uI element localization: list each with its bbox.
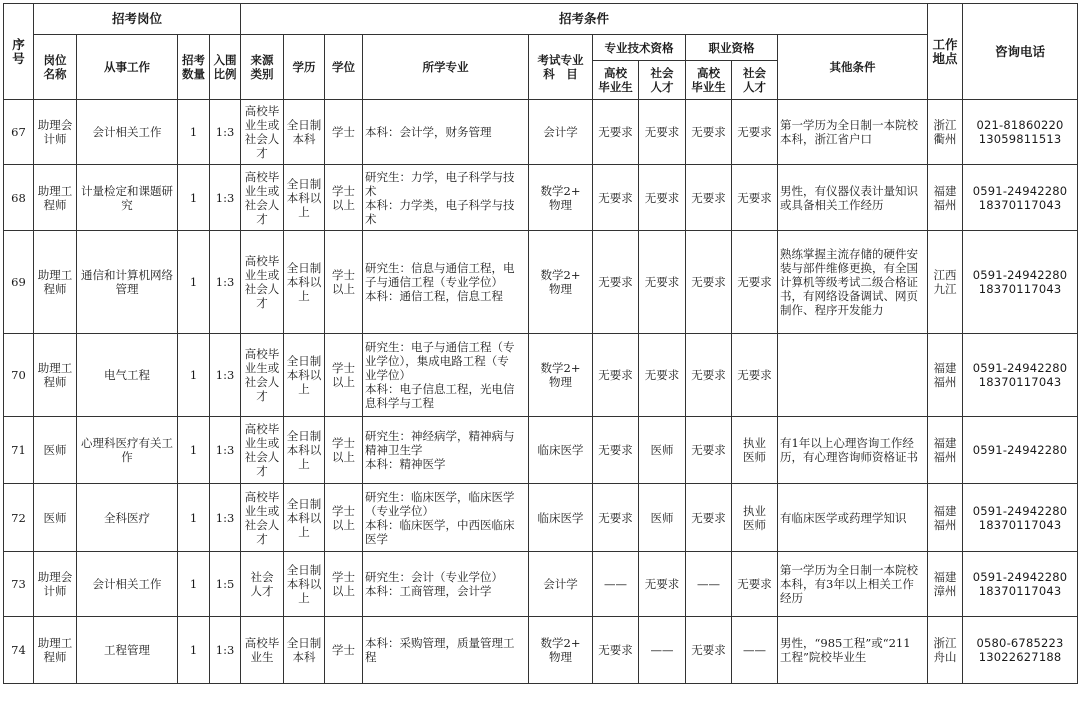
cell-location: 浙江 舟山 <box>928 617 963 684</box>
cell-phone: 021-81860220 13059811513 <box>963 100 1078 165</box>
cell-seq: 71 <box>4 417 34 484</box>
cell-tech-grad: 无要求 <box>593 484 639 552</box>
cell-other: 第一学历为全日制一本院校 本科，浙江省户口 <box>778 100 928 165</box>
cell-work: 工程管理 <box>77 617 178 684</box>
cell-prof-social: 执业 医师 <box>732 417 778 484</box>
header-group-conditions: 招考条件 <box>241 4 928 35</box>
cell-phone: 0591-24942280 18370117043 <box>963 334 1078 417</box>
cell-count: 1 <box>178 552 210 617</box>
cell-tech-grad: 无要求 <box>593 100 639 165</box>
header-tech-grad: 高校 毕业生 <box>593 61 639 100</box>
cell-source: 高校毕 业生或 社会人 才 <box>241 165 284 231</box>
cell-count: 1 <box>178 100 210 165</box>
cell-exam-subject: 会计学 <box>529 100 593 165</box>
header-phone: 咨询电话 <box>963 4 1078 100</box>
cell-location: 浙江 衢州 <box>928 100 963 165</box>
cell-seq: 73 <box>4 552 34 617</box>
cell-work: 心理科医疗有关工 作 <box>77 417 178 484</box>
cell-position-name: 助理工 程师 <box>34 165 77 231</box>
cell-other: 有临床医学或药理学知识 <box>778 484 928 552</box>
cell-major: 本科：采购管理，质量管理工 程 <box>363 617 529 684</box>
cell-location: 福建 福州 <box>928 165 963 231</box>
cell-prof-grad: 无要求 <box>686 100 732 165</box>
header-qual-prof: 职业资格 <box>686 35 778 61</box>
cell-phone: 0591-24942280 18370117043 <box>963 484 1078 552</box>
cell-major: 研究生：临床医学，临床医学 （专业学位） 本科：临床医学，中西医临床 医学 <box>363 484 529 552</box>
cell-location: 江西 九江 <box>928 231 963 334</box>
cell-count: 1 <box>178 617 210 684</box>
cell-prof-social: 无要求 <box>732 334 778 417</box>
cell-major: 研究生：信息与通信工程，电 子与通信工程（专业学位） 本科：通信工程，信息工程 <box>363 231 529 334</box>
cell-tech-social: —— <box>639 617 686 684</box>
cell-prof-grad: 无要求 <box>686 617 732 684</box>
cell-ratio: 1:3 <box>210 231 241 334</box>
cell-seq: 67 <box>4 100 34 165</box>
header-prof-grad: 高校 毕业生 <box>686 61 732 100</box>
header-position-name: 岗位 名称 <box>34 35 77 100</box>
cell-education: 全日制 本科以 上 <box>284 165 325 231</box>
cell-source: 社会 人才 <box>241 552 284 617</box>
cell-education: 全日制 本科以 上 <box>284 417 325 484</box>
cell-phone: 0591-24942280 18370117043 <box>963 165 1078 231</box>
cell-tech-social: 医师 <box>639 484 686 552</box>
cell-location: 福建 福州 <box>928 484 963 552</box>
cell-prof-grad: 无要求 <box>686 231 732 334</box>
cell-tech-social: 无要求 <box>639 100 686 165</box>
table-row <box>4 484 1078 552</box>
cell-ratio: 1:3 <box>210 334 241 417</box>
cell-count: 1 <box>178 334 210 417</box>
cell-degree: 学士 以上 <box>325 417 363 484</box>
cell-source: 高校毕 业生或 社会人 才 <box>241 484 284 552</box>
cell-tech-grad: 无要求 <box>593 334 639 417</box>
cell-ratio: 1:3 <box>210 165 241 231</box>
cell-education: 全日制 本科以 上 <box>284 231 325 334</box>
cell-prof-grad: —— <box>686 552 732 617</box>
cell-work: 电气工程 <box>77 334 178 417</box>
cell-seq: 74 <box>4 617 34 684</box>
cell-phone: 0591-24942280 18370117043 <box>963 231 1078 334</box>
cell-degree: 学士 以上 <box>325 165 363 231</box>
cell-degree: 学士 <box>325 617 363 684</box>
cell-source: 高校毕 业生或 社会人 才 <box>241 334 284 417</box>
table-row <box>4 334 1078 417</box>
table-row <box>4 617 1078 684</box>
table-row <box>4 231 1078 334</box>
cell-exam-subject: 临床医学 <box>529 484 593 552</box>
cell-seq: 72 <box>4 484 34 552</box>
header-work-location: 工作 地点 <box>928 4 963 100</box>
cell-degree: 学士 以上 <box>325 334 363 417</box>
cell-seq: 69 <box>4 231 34 334</box>
cell-tech-social: 无要求 <box>639 552 686 617</box>
cell-work: 会计相关工作 <box>77 100 178 165</box>
cell-exam-subject: 临床医学 <box>529 417 593 484</box>
cell-prof-grad: 无要求 <box>686 417 732 484</box>
cell-degree: 学士 <box>325 100 363 165</box>
header-qual-tech: 专业技术资格 <box>593 35 686 61</box>
cell-major: 研究生：会计（专业学位） 本科：工商管理，会计学 <box>363 552 529 617</box>
header-tech-social: 社会 人才 <box>639 61 686 100</box>
cell-location: 福建 福州 <box>928 417 963 484</box>
cell-seq: 68 <box>4 165 34 231</box>
cell-ratio: 1:3 <box>210 617 241 684</box>
cell-exam-subject: 会计学 <box>529 552 593 617</box>
header-major: 所学专业 <box>363 35 529 100</box>
cell-phone: 0591-24942280 <box>963 417 1078 484</box>
header-seq: 序 号 <box>4 4 34 100</box>
cell-major: 研究生：力学，电子科学与技 术 本科：力学类，电子科学与技 术 <box>363 165 529 231</box>
cell-tech-grad: 无要求 <box>593 617 639 684</box>
table-row <box>4 100 1078 165</box>
table-row <box>4 165 1078 231</box>
header-degree: 学位 <box>325 35 363 100</box>
cell-position-name: 助理工 程师 <box>34 617 77 684</box>
cell-exam-subject: 数学2+ 物理 <box>529 617 593 684</box>
header-other: 其他条件 <box>778 35 928 100</box>
cell-other: 熟练掌握主流存储的硬件安 装与部件维修更换，有全国 计算机等级考试二级合格证 书，有网络设备调试、网页 制作、程序开发能力 <box>778 231 928 334</box>
cell-source: 高校毕 业生或 社会人 才 <box>241 231 284 334</box>
cell-degree: 学士 以上 <box>325 484 363 552</box>
cell-ratio: 1:5 <box>210 552 241 617</box>
cell-tech-social: 无要求 <box>639 231 686 334</box>
cell-education: 全日制 本科以 上 <box>284 552 325 617</box>
cell-education: 全日制 本科以 上 <box>284 334 325 417</box>
cell-count: 1 <box>178 231 210 334</box>
cell-prof-grad: 无要求 <box>686 165 732 231</box>
cell-major: 研究生：电子与通信工程（专 业学位），集成电路工程（专 业学位） 本科：电子信息工程，光电信 息科学与工程 <box>363 334 529 417</box>
cell-other: 男性，“985工程”或“211 工程”院校毕业生 <box>778 617 928 684</box>
cell-count: 1 <box>178 417 210 484</box>
cell-ratio: 1:3 <box>210 417 241 484</box>
cell-location: 福建 福州 <box>928 334 963 417</box>
cell-prof-social: 无要求 <box>732 231 778 334</box>
table-row <box>4 417 1078 484</box>
cell-tech-grad: 无要求 <box>593 165 639 231</box>
cell-tech-grad: 无要求 <box>593 417 639 484</box>
cell-other: 男性，有仪器仪表计量知识 或具备相关工作经历 <box>778 165 928 231</box>
header-exam-subject: 考试专业 科 目 <box>529 35 593 100</box>
header-education: 学历 <box>284 35 325 100</box>
cell-exam-subject: 数学2+ 物理 <box>529 334 593 417</box>
cell-education: 全日制 本科 <box>284 617 325 684</box>
recruitment-table <box>3 3 1078 684</box>
cell-seq: 70 <box>4 334 34 417</box>
cell-other <box>778 334 928 417</box>
cell-education: 全日制 本科 <box>284 100 325 165</box>
cell-work: 通信和计算机网络 管理 <box>77 231 178 334</box>
cell-prof-social: 无要求 <box>732 100 778 165</box>
cell-prof-grad: 无要求 <box>686 484 732 552</box>
cell-ratio: 1:3 <box>210 100 241 165</box>
header-group-position: 招考岗位 <box>34 4 241 35</box>
cell-tech-social: 医师 <box>639 417 686 484</box>
cell-position-name: 助理会 计师 <box>34 100 77 165</box>
header-prof-social: 社会 人才 <box>732 61 778 100</box>
cell-major: 研究生：神经病学，精神病与 精神卫生学 本科：精神医学 <box>363 417 529 484</box>
cell-degree: 学士 以上 <box>325 552 363 617</box>
cell-tech-social: 无要求 <box>639 165 686 231</box>
header-ratio: 入围 比例 <box>210 35 241 100</box>
cell-prof-social: 执业 医师 <box>732 484 778 552</box>
cell-degree: 学士 以上 <box>325 231 363 334</box>
cell-source: 高校毕 业生或 社会人 才 <box>241 417 284 484</box>
cell-prof-social: 无要求 <box>732 552 778 617</box>
cell-source: 高校毕 业生或 社会人 才 <box>241 100 284 165</box>
cell-prof-social: —— <box>732 617 778 684</box>
header-work: 从事工作 <box>77 35 178 100</box>
header-source: 来源 类别 <box>241 35 284 100</box>
cell-other: 有1年以上心理咨询工作经 历，有心理咨询师资格证书 <box>778 417 928 484</box>
cell-position-name: 医师 <box>34 417 77 484</box>
cell-tech-grad: —— <box>593 552 639 617</box>
cell-location: 福建 漳州 <box>928 552 963 617</box>
cell-position-name: 医师 <box>34 484 77 552</box>
cell-count: 1 <box>178 165 210 231</box>
cell-other: 第一学历为全日制一本院校 本科，有3年以上相关工作 经历 <box>778 552 928 617</box>
cell-tech-grad: 无要求 <box>593 231 639 334</box>
cell-ratio: 1:3 <box>210 484 241 552</box>
cell-position-name: 助理会 计师 <box>34 552 77 617</box>
cell-education: 全日制 本科以 上 <box>284 484 325 552</box>
cell-exam-subject: 数学2+ 物理 <box>529 165 593 231</box>
cell-position-name: 助理工 程师 <box>34 334 77 417</box>
cell-prof-grad: 无要求 <box>686 334 732 417</box>
cell-count: 1 <box>178 484 210 552</box>
cell-prof-social: 无要求 <box>732 165 778 231</box>
cell-work: 全科医疗 <box>77 484 178 552</box>
cell-phone: 0591-24942280 18370117043 <box>963 552 1078 617</box>
cell-source: 高校毕 业生 <box>241 617 284 684</box>
cell-exam-subject: 数学2+ 物理 <box>529 231 593 334</box>
cell-phone: 0580-6785223 13022627188 <box>963 617 1078 684</box>
cell-position-name: 助理工 程师 <box>34 231 77 334</box>
header-count: 招考 数量 <box>178 35 210 100</box>
cell-work: 会计相关工作 <box>77 552 178 617</box>
cell-tech-social: 无要求 <box>639 334 686 417</box>
cell-work: 计量检定和课题研 究 <box>77 165 178 231</box>
table-row <box>4 552 1078 617</box>
cell-major: 本科：会计学，财务管理 <box>363 100 529 165</box>
